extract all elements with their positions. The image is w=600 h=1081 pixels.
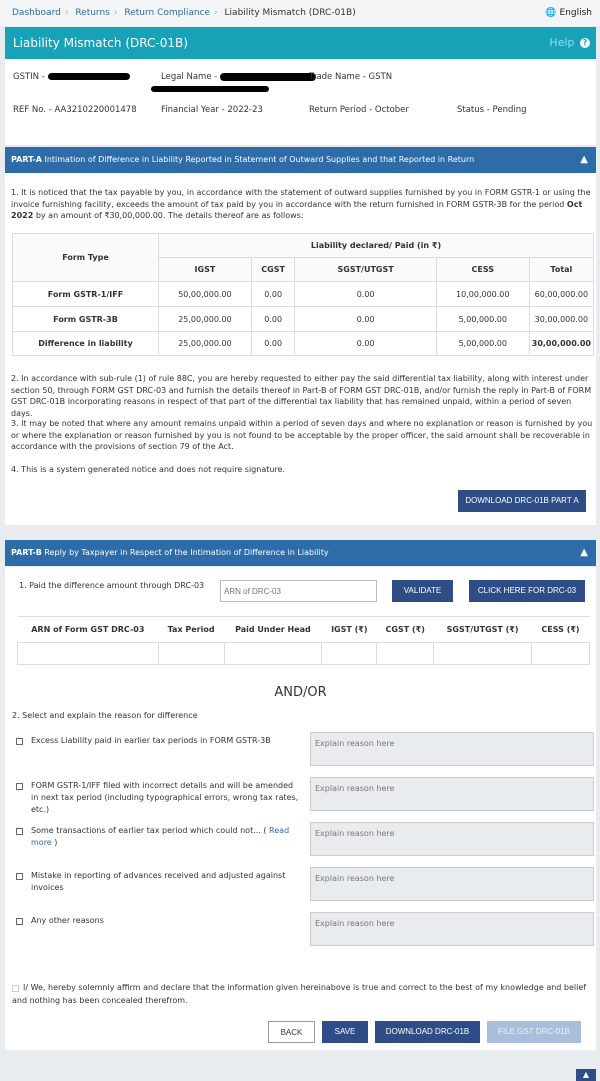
th-tax-period: Tax Period (158, 617, 224, 643)
legal-name-redaction-2 (151, 86, 269, 92)
financial-year: Financial Year - 2022-23 (161, 105, 263, 115)
part-b-tag: PART-B (11, 548, 42, 557)
part-b-body (5, 567, 596, 1050)
part-a-title: Intimation of Difference in Liability Reported in Statement of Outward Supplies and that Reported in Return (44, 155, 475, 164)
help-icon: ? (580, 38, 590, 48)
drc03-button[interactable]: CLICK HERE FOR DRC-03 (469, 580, 585, 602)
th-total: Total (529, 258, 593, 282)
explain-reason-field[interactable]: Explain reason here (310, 732, 594, 766)
cell-sgst: 0.00 (295, 332, 436, 356)
explain-reason-field[interactable]: Explain reason here (310, 867, 594, 901)
th-form-type: Form Type (13, 234, 159, 282)
cell-cess: 5,00,000.00 (436, 307, 529, 332)
page-header (5, 27, 596, 59)
reason-text: Excess Liability paid in earlier tax periods in FORM GSTR-3B (31, 736, 271, 745)
table-row (13, 332, 594, 356)
arn-input[interactable] (220, 580, 377, 602)
breadcrumb-dashboard[interactable]: Dashboard (12, 8, 61, 18)
gstin-field (13, 72, 130, 82)
table-row (13, 307, 594, 332)
th-sgst: SGST/UTGST (₹) (434, 617, 532, 643)
globe-icon: 🌐 (545, 8, 557, 18)
reason-checkbox[interactable] (16, 738, 23, 745)
cell-sgst: 0.00 (295, 307, 436, 332)
pay-label: 1. Paid the difference amount through DRC-03 (19, 581, 205, 590)
row-label: Form GSTR-1/IFF (13, 282, 159, 307)
reason-text-part: Some transactions of earlier tax period which could not... ( (31, 826, 267, 835)
cell-igst: 50,00,000.00 (158, 282, 251, 307)
declaration-text: I/ We, hereby solemnly affirm and declare that the information given hereinabove is true and correct to the best of my knowledge and belief and nothing has been concealed therefrom. (12, 983, 587, 1005)
table-row (18, 643, 590, 665)
th-liability-group: Liability declared/ Paid (in ₹) (158, 234, 593, 258)
trade-name: Trade Name - GSTN (309, 72, 393, 82)
part-a-body (5, 173, 596, 525)
cell-cgst: 0.00 (251, 307, 295, 332)
part-a-tag: PART-A (11, 155, 42, 164)
cell-cgst: 0.00 (251, 282, 295, 307)
footer-strip (0, 1050, 600, 1081)
file-drc01b-button: FILE GST DRC-01B (487, 1021, 581, 1043)
table-row (13, 282, 594, 307)
cell-sgst: 0.00 (295, 282, 436, 307)
cell-cess: 5,00,000.00 (436, 332, 529, 356)
part-a-para-2: 2. In accordance with sub-rule (1) of rule 88C, you are hereby requested to either pay the said differential tax liability, along with interest under section 50, through FORM GST DRC-03 and furnish the details thereof in Part-B of FORM GST DRC-01B, and/or furnish the reply in Part-B of FORM GST DRC-01B incorporating reasons in respect of that part of the differential tax liability that has remained unpaid, within a period of seven days. (11, 374, 592, 418)
language-selector[interactable] (545, 0, 592, 26)
return-period: Return Period - October (309, 105, 409, 115)
page-title: Liability Mismatch (DRC-01B) (13, 36, 188, 50)
th-sgst: SGST/UTGST (295, 258, 436, 282)
back-button[interactable]: BACK (268, 1021, 315, 1043)
th-cess: CESS (436, 258, 529, 282)
part-a-para-3: 3. It may be noted that where any amount remains unpaid within a period of seven days and where no explanation or reason is furnished by you or where the explanation or reason furnished by you is not found to be acceptable by the proper officer, the said amount shall be recoverable in accordance with the provisions of section 79 of the Act. (11, 419, 593, 451)
th-igst: IGST (₹) (322, 617, 377, 643)
cell-cess: 10,00,000.00 (436, 282, 529, 307)
reason-text: Mistake in reporting of advances received and adjusted against invoices (31, 871, 286, 892)
explain-reason-field[interactable]: Explain reason here (310, 777, 594, 811)
download-drc01b-button[interactable]: DOWNLOAD DRC-01B (375, 1021, 480, 1043)
th-cgst: CGST (₹) (377, 617, 434, 643)
ref-no: REF No. - AA3210220001478 (13, 105, 137, 115)
row-label: Difference in liability (13, 332, 159, 356)
download-part-a-button[interactable]: DOWNLOAD DRC-01B PART A (458, 490, 586, 512)
breadcrumb-return-compliance[interactable]: Return Compliance (124, 8, 211, 18)
validate-button[interactable]: VALIDATE (392, 580, 453, 602)
help-link[interactable] (549, 27, 590, 59)
gstin-redaction (48, 73, 130, 80)
part-a-para-4: 4. This is a system generated notice and does not require signature. (11, 465, 286, 474)
cell-cgst: 0.00 (251, 332, 295, 356)
reason-checkbox[interactable] (16, 918, 23, 925)
liability-table (12, 233, 594, 356)
legal-name-redaction (220, 73, 316, 81)
part-b-header[interactable] (5, 540, 596, 566)
explain-reason-field[interactable]: Explain reason here (310, 822, 594, 856)
language-label: English (559, 8, 592, 18)
reason-text: Any other reasons (31, 916, 104, 925)
reason-checkbox[interactable] (16, 873, 23, 880)
and-or-divider: AND/OR (274, 685, 327, 700)
breadcrumb-returns[interactable]: Returns (75, 8, 110, 18)
taxpayer-info (5, 59, 596, 145)
th-paid-under-head: Paid Under Head (224, 617, 322, 643)
reason-checkbox[interactable] (16, 828, 23, 835)
payment-table (17, 616, 590, 665)
cell-igst: 25,00,000.00 (158, 307, 251, 332)
reason-label: 2. Select and explain the reason for difference (12, 711, 198, 720)
breadcrumb-current: Liability Mismatch (DRC-01B) (224, 8, 356, 18)
th-cess: CESS (₹) (532, 617, 590, 643)
status: Status - Pending (457, 105, 527, 115)
chevron-up-icon[interactable]: ▲ (580, 547, 588, 558)
chevron-up-icon[interactable]: ▲ (580, 154, 588, 165)
th-cgst: CGST (251, 258, 295, 282)
breadcrumb: Dashboard › Returns › Return Compliance › Liability Mismatch (DRC-01B) 🌐 English (0, 0, 600, 26)
reason-text-close: ) (54, 838, 58, 847)
th-arn: ARN of Form GST DRC-03 (18, 617, 159, 643)
reason-text: FORM GSTR-1/IFF filed with incorrect details and will be amended in next tax period (including typographical errors, wrong tax rates, etc.) (31, 781, 299, 814)
part-a-header[interactable] (5, 147, 596, 173)
legal-name-field (161, 72, 316, 82)
th-igst: IGST (158, 258, 251, 282)
cell-total: 30,00,000.00 (529, 332, 593, 356)
part-b-title: Reply by Taxpayer in Respect of the Intimation of Difference in Liability (44, 548, 329, 557)
legal-name-label: Legal Name - (161, 72, 218, 82)
gstin-label: GSTIN - (13, 72, 45, 82)
help-label: Help (549, 36, 575, 49)
save-button[interactable]: SAVE (322, 1021, 368, 1043)
cell-igst: 25,00,000.00 (158, 332, 251, 356)
row-label: Form GSTR-3B (13, 307, 159, 332)
cell-total: 60,00,000.00 (529, 282, 593, 307)
reason-checkbox[interactable] (16, 783, 23, 790)
scroll-top-icon[interactable]: ▲ (576, 1069, 596, 1081)
cell-total: 30,00,000.00 (529, 307, 593, 332)
explain-reason-field[interactable]: Explain reason here (310, 912, 594, 946)
part-a-para-1: 1. It is noticed that the tax payable by you, in accordance with the statement of outward supplies furnished by you in FORM GSTR-1 or using the invoice furnishing facility, exceeds the amount of tax paid by you in accordance with the return furnished in FORM GSTR-3B for the period Oct 2022 by an amount of ₹30,00,000.00. The details thereof are as follows: (11, 188, 591, 220)
read-more-link[interactable]: Read more (31, 826, 290, 847)
reason-text (31, 825, 311, 849)
